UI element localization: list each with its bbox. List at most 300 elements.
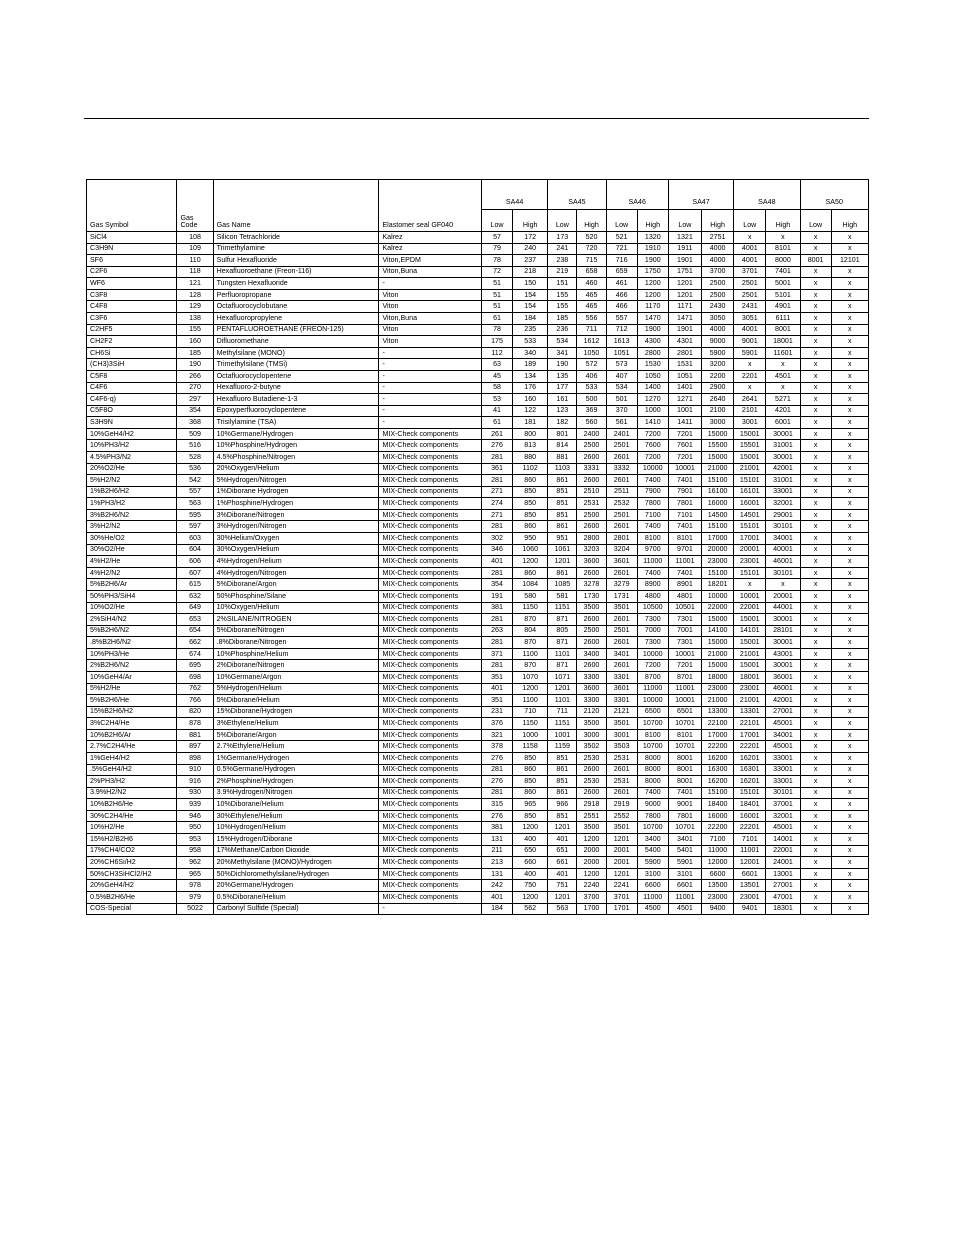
cell-elastomer: MIX-Check components: [379, 822, 482, 834]
cell-gas-symbol: 10%O2/He: [87, 602, 177, 614]
cell-flow-value: 381: [481, 602, 512, 614]
cell-flow-value: 401: [481, 891, 512, 903]
cell-flow-value: 10001: [668, 695, 701, 707]
cell-flow-value: 659: [606, 266, 637, 278]
cell-flow-value: x: [831, 579, 868, 591]
cell-gas-code: 536: [177, 463, 213, 475]
cell-flow-value: x: [831, 810, 868, 822]
cell-flow-value: 3051: [734, 313, 766, 325]
table-row: [87, 741, 869, 753]
cell-elastomer: MIX-Check components: [379, 764, 482, 776]
cell-flow-value: x: [800, 891, 831, 903]
cell-flow-value: x: [800, 810, 831, 822]
cell-flow-value: x: [831, 614, 868, 626]
cell-flow-value: 1070: [513, 671, 548, 683]
cell-flow-value: 3700: [577, 891, 606, 903]
cell-flow-value: x: [831, 486, 868, 498]
cell-flow-value: 1201: [668, 278, 701, 290]
cell-flow-value: 57: [481, 232, 512, 244]
cell-flow-value: x: [831, 405, 868, 417]
cell-flow-value: 9000: [637, 799, 668, 811]
cell-flow-value: 40001: [766, 544, 800, 556]
cell-flow-value: 30001: [766, 614, 800, 626]
cell-flow-value: x: [766, 382, 800, 394]
cell-flow-value: 315: [481, 799, 512, 811]
cell-flow-value: x: [831, 289, 868, 301]
cell-gas-name: 10%Hydrogen/Helium: [213, 822, 379, 834]
cell-gas-symbol: C5F8O: [87, 405, 177, 417]
table-row: [87, 533, 869, 545]
cell-flow-value: 11001: [668, 891, 701, 903]
cell-gas-name: 5%Diborane/Nitrogen: [213, 625, 379, 637]
cell-flow-value: 7200: [637, 660, 668, 672]
cell-flow-value: 15001: [734, 660, 766, 672]
cell-flow-value: x: [734, 359, 766, 371]
cell-flow-value: 15101: [734, 567, 766, 579]
cell-flow-value: x: [800, 498, 831, 510]
cell-flow-value: 1084: [513, 579, 548, 591]
cell-flow-value: 1200: [637, 278, 668, 290]
cell-flow-value: x: [800, 266, 831, 278]
cell-flow-value: 1201: [668, 289, 701, 301]
cell-flow-value: 11001: [668, 556, 701, 568]
cell-flow-value: x: [800, 451, 831, 463]
cell-flow-value: 8000: [766, 255, 800, 267]
cell-flow-value: 1150: [513, 718, 548, 730]
cell-gas-code: 528: [177, 451, 213, 463]
cell-flow-value: x: [800, 660, 831, 672]
cell-flow-value: 2600: [577, 787, 606, 799]
cell-flow-value: 8100: [637, 729, 668, 741]
cell-gas-code: 604: [177, 544, 213, 556]
cell-flow-value: 1901: [668, 324, 701, 336]
cell-gas-name: 5%Diborane/Argon: [213, 729, 379, 741]
cell-flow-value: 4001: [734, 255, 766, 267]
cell-flow-value: 1201: [606, 868, 637, 880]
cell-flow-value: x: [800, 324, 831, 336]
table-row: [87, 799, 869, 811]
cell-flow-value: 78: [481, 324, 512, 336]
cell-flow-value: x: [831, 753, 868, 765]
cell-flow-value: 28101: [766, 625, 800, 637]
cell-flow-value: 1158: [513, 741, 548, 753]
cell-flow-value: 15000: [702, 660, 734, 672]
cell-flow-value: 1102: [513, 463, 548, 475]
cell-flow-value: 2601: [606, 660, 637, 672]
cell-gas-symbol: C4F6: [87, 382, 177, 394]
cell-gas-code: 910: [177, 764, 213, 776]
cell-flow-value: x: [800, 278, 831, 290]
cell-gas-code: 649: [177, 602, 213, 614]
cell-flow-value: 9001: [734, 336, 766, 348]
cell-flow-value: x: [831, 544, 868, 556]
cell-flow-value: x: [831, 764, 868, 776]
cell-elastomer: Kalrez: [379, 243, 482, 255]
cell-flow-value: x: [800, 764, 831, 776]
cell-flow-value: 1201: [606, 834, 637, 846]
cell-flow-value: 1101: [548, 695, 577, 707]
cell-flow-value: 135: [548, 370, 577, 382]
cell-flow-value: 2500: [702, 289, 734, 301]
cell-flow-value: 17001: [734, 533, 766, 545]
cell-flow-value: 1911: [668, 243, 701, 255]
cell-elastomer: Viton: [379, 324, 482, 336]
cell-flow-value: 237: [513, 255, 548, 267]
table-row: [87, 289, 869, 301]
table-row: [87, 556, 869, 568]
cell-flow-value: 8101: [668, 533, 701, 545]
cell-gas-name: Perfluoropropane: [213, 289, 379, 301]
cell-flow-value: 2900: [702, 382, 734, 394]
cell-flow-value: 30101: [766, 787, 800, 799]
cell-flow-value: 2600: [577, 660, 606, 672]
cell-flow-value: 30101: [766, 567, 800, 579]
cell-elastomer: MIX-Check components: [379, 741, 482, 753]
cell-flow-value: 406: [577, 370, 606, 382]
cell-gas-name: 4%Hydrogen/Nitrogen: [213, 567, 379, 579]
cell-flow-value: 2601: [606, 764, 637, 776]
cell-elastomer: MIX-Check components: [379, 753, 482, 765]
cell-flow-value: x: [831, 382, 868, 394]
table-row: [87, 637, 869, 649]
cell-gas-symbol: 30%He/O2: [87, 533, 177, 545]
cell-flow-value: x: [831, 660, 868, 672]
cell-gas-symbol: 3%H2/N2: [87, 521, 177, 533]
cell-flow-value: 1730: [577, 590, 606, 602]
cell-gas-symbol: 0.5%B2H6/He: [87, 891, 177, 903]
cell-flow-value: 9701: [668, 544, 701, 556]
cell-flow-value: 534: [548, 336, 577, 348]
cell-gas-symbol: 4%H2/He: [87, 556, 177, 568]
cell-gas-code: 979: [177, 891, 213, 903]
cell-flow-value: 1170: [637, 301, 668, 313]
cell-flow-value: 2600: [577, 764, 606, 776]
table-row: [87, 475, 869, 487]
cell-gas-code: 695: [177, 660, 213, 672]
cell-flow-value: 2501: [606, 509, 637, 521]
cell-flow-value: 11000: [637, 683, 668, 695]
header-low: Low: [606, 210, 637, 232]
cell-flow-value: 7101: [668, 509, 701, 521]
cell-elastomer: -: [379, 405, 482, 417]
cell-flow-value: 29001: [766, 509, 800, 521]
cell-flow-value: 7100: [702, 834, 734, 846]
cell-elastomer: MIX-Check components: [379, 567, 482, 579]
cell-flow-value: x: [831, 567, 868, 579]
cell-gas-code: 939: [177, 799, 213, 811]
cell-flow-value: x: [800, 753, 831, 765]
cell-flow-value: 14101: [734, 625, 766, 637]
cell-flow-value: 13300: [702, 706, 734, 718]
cell-flow-value: 1901: [668, 255, 701, 267]
table-header: [87, 180, 869, 232]
cell-flow-value: 557: [606, 313, 637, 325]
cell-flow-value: 23000: [702, 891, 734, 903]
cell-elastomer: MIX-Check components: [379, 787, 482, 799]
table-row: [87, 266, 869, 278]
cell-gas-code: 674: [177, 648, 213, 660]
cell-gas-symbol: WF6: [87, 278, 177, 290]
cell-flow-value: 2531: [606, 776, 637, 788]
cell-flow-value: x: [800, 579, 831, 591]
cell-flow-value: 860: [513, 521, 548, 533]
cell-flow-value: 346: [481, 544, 512, 556]
cell-flow-value: 3503: [606, 741, 637, 753]
cell-flow-value: 15101: [734, 787, 766, 799]
cell-flow-value: 1410: [637, 417, 668, 429]
cell-flow-value: 4000: [702, 324, 734, 336]
cell-flow-value: 21000: [702, 463, 734, 475]
cell-flow-value: x: [800, 463, 831, 475]
cell-gas-name: Hexafluoroethane (Freon-116): [213, 266, 379, 278]
table-row: [87, 567, 869, 579]
cell-flow-value: 5900: [637, 857, 668, 869]
cell-gas-code: 190: [177, 359, 213, 371]
cell-flow-value: 177: [548, 382, 577, 394]
cell-flow-value: 281: [481, 475, 512, 487]
cell-flow-value: 2531: [577, 498, 606, 510]
cell-flow-value: 8901: [668, 579, 701, 591]
cell-gas-code: 597: [177, 521, 213, 533]
cell-flow-value: 3700: [702, 266, 734, 278]
table-row: [87, 880, 869, 892]
cell-flow-value: 53: [481, 394, 512, 406]
header-low: Low: [548, 210, 577, 232]
cell-flow-value: 466: [606, 289, 637, 301]
cell-flow-value: 42001: [766, 463, 800, 475]
cell-flow-value: x: [831, 741, 868, 753]
cell-gas-symbol: 2%B2H6/N2: [87, 660, 177, 672]
cell-flow-value: 32001: [766, 498, 800, 510]
cell-flow-value: x: [831, 370, 868, 382]
cell-flow-value: 281: [481, 764, 512, 776]
cell-flow-value: 966: [548, 799, 577, 811]
cell-flow-value: x: [831, 359, 868, 371]
cell-flow-value: x: [800, 602, 831, 614]
cell-flow-value: 131: [481, 868, 512, 880]
cell-flow-value: 1060: [513, 544, 548, 556]
cell-elastomer: MIX-Check components: [379, 602, 482, 614]
cell-flow-value: 800: [513, 428, 548, 440]
cell-flow-value: 861: [548, 475, 577, 487]
cell-flow-value: 2430: [702, 301, 734, 313]
cell-flow-value: 851: [548, 810, 577, 822]
cell-elastomer: MIX-Check components: [379, 799, 482, 811]
cell-flow-value: 1320: [637, 232, 668, 244]
cell-flow-value: 20001: [766, 590, 800, 602]
cell-flow-value: 8101: [766, 243, 800, 255]
cell-flow-value: x: [800, 880, 831, 892]
cell-flow-value: 8000: [637, 776, 668, 788]
cell-gas-symbol: 5%H2/N2: [87, 475, 177, 487]
cell-flow-value: 7000: [637, 625, 668, 637]
cell-flow-value: 1200: [637, 289, 668, 301]
cell-flow-value: x: [800, 729, 831, 741]
cell-flow-value: 2800: [577, 533, 606, 545]
cell-elastomer: MIX-Check components: [379, 440, 482, 452]
cell-flow-value: 7400: [637, 787, 668, 799]
cell-flow-value: 15100: [702, 521, 734, 533]
table-row: [87, 579, 869, 591]
cell-flow-value: 22101: [734, 718, 766, 730]
cell-flow-value: 4000: [702, 255, 734, 267]
cell-elastomer: MIX-Check components: [379, 556, 482, 568]
cell-flow-value: 276: [481, 753, 512, 765]
cell-flow-value: 8001: [766, 324, 800, 336]
cell-flow-value: x: [766, 359, 800, 371]
cell-flow-value: x: [831, 868, 868, 880]
cell-gas-code: 563: [177, 498, 213, 510]
cell-flow-value: x: [800, 671, 831, 683]
cell-flow-value: 15001: [734, 451, 766, 463]
cell-flow-value: 8001: [668, 753, 701, 765]
cell-flow-value: x: [831, 648, 868, 660]
cell-gas-symbol: 50%CH3SiHCl2/H2: [87, 868, 177, 880]
header-model-sa48: SA48: [734, 180, 800, 210]
table-row: [87, 753, 869, 765]
cell-flow-value: x: [800, 567, 831, 579]
cell-elastomer: Viton: [379, 301, 482, 313]
cell-gas-symbol: 15%B2H6/H2: [87, 706, 177, 718]
cell-flow-value: 465: [577, 289, 606, 301]
cell-flow-value: 460: [577, 278, 606, 290]
cell-flow-value: 78: [481, 255, 512, 267]
cell-flow-value: 1151: [548, 718, 577, 730]
cell-flow-value: 7401: [668, 787, 701, 799]
header-gas-code-line2: Code: [180, 220, 198, 229]
cell-gas-code: 516: [177, 440, 213, 452]
cell-flow-value: 580: [513, 590, 548, 602]
cell-flow-value: 276: [481, 440, 512, 452]
table-row: [87, 891, 869, 903]
cell-flow-value: 6601: [668, 880, 701, 892]
cell-flow-value: x: [831, 498, 868, 510]
cell-flow-value: 61: [481, 313, 512, 325]
cell-flow-value: x: [831, 822, 868, 834]
cell-flow-value: 172: [513, 232, 548, 244]
top-rule: [84, 118, 869, 119]
cell-gas-symbol: 1%GeH4/H2: [87, 753, 177, 765]
cell-flow-value: 1051: [668, 370, 701, 382]
cell-flow-value: 281: [481, 521, 512, 533]
cell-flow-value: 871: [548, 614, 577, 626]
table-row: [87, 764, 869, 776]
cell-gas-name: 2%SILANE/NITROGEN: [213, 614, 379, 626]
cell-flow-value: x: [831, 301, 868, 313]
cell-flow-value: 1151: [548, 602, 577, 614]
cell-gas-name: 3%Hydrogen/Nitrogen: [213, 521, 379, 533]
cell-flow-value: 10500: [637, 602, 668, 614]
cell-flow-value: 281: [481, 451, 512, 463]
cell-gas-name: 5%Hydrogen/Helium: [213, 683, 379, 695]
cell-flow-value: 351: [481, 671, 512, 683]
cell-gas-code: 953: [177, 834, 213, 846]
cell-flow-value: 4301: [668, 336, 701, 348]
table-row: [87, 359, 869, 371]
cell-flow-value: x: [800, 903, 831, 915]
cell-gas-symbol: C2F6: [87, 266, 177, 278]
table-row: [87, 440, 869, 452]
cell-elastomer: Viton: [379, 289, 482, 301]
cell-flow-value: x: [800, 428, 831, 440]
cell-gas-symbol: 5%B2H6/N2: [87, 625, 177, 637]
cell-flow-value: 2751: [702, 232, 734, 244]
cell-flow-value: 2100: [702, 405, 734, 417]
table-row: [87, 729, 869, 741]
cell-flow-value: 7800: [637, 810, 668, 822]
cell-gas-code: 820: [177, 706, 213, 718]
cell-flow-value: 2101: [734, 405, 766, 417]
table-row: [87, 428, 869, 440]
cell-gas-name: 0.5%Germane/Hydrogen: [213, 764, 379, 776]
cell-gas-code: 118: [177, 266, 213, 278]
cell-elastomer: MIX-Check components: [379, 498, 482, 510]
cell-flow-value: 8700: [637, 671, 668, 683]
cell-flow-value: 340: [513, 347, 548, 359]
cell-flow-value: 321: [481, 729, 512, 741]
cell-elastomer: MIX-Check components: [379, 729, 482, 741]
cell-flow-value: 281: [481, 660, 512, 672]
cell-gas-symbol: 50%PH3/SiH4: [87, 590, 177, 602]
cell-flow-value: x: [800, 405, 831, 417]
cell-flow-value: 45001: [766, 718, 800, 730]
cell-flow-value: 37001: [766, 799, 800, 811]
cell-flow-value: 7300: [637, 614, 668, 626]
header-high: High: [577, 210, 606, 232]
cell-flow-value: 13500: [702, 880, 734, 892]
cell-flow-value: 21001: [734, 695, 766, 707]
cell-flow-value: 6601: [734, 868, 766, 880]
cell-elastomer: MIX-Check components: [379, 509, 482, 521]
cell-flow-value: 804: [513, 625, 548, 637]
cell-gas-symbol: 5%H2/He: [87, 683, 177, 695]
cell-elastomer: MIX-Check components: [379, 521, 482, 533]
cell-elastomer: MIX-Check components: [379, 544, 482, 556]
cell-flow-value: 3502: [577, 741, 606, 753]
cell-flow-value: 123: [548, 405, 577, 417]
cell-flow-value: 4300: [637, 336, 668, 348]
cell-gas-symbol: C2HF5: [87, 324, 177, 336]
header-gas-name: Gas Name: [213, 180, 379, 232]
cell-flow-value: 16201: [734, 753, 766, 765]
cell-flow-value: 13501: [734, 880, 766, 892]
cell-flow-value: 1001: [668, 405, 701, 417]
cell-flow-value: 1900: [637, 255, 668, 267]
cell-gas-code: 266: [177, 370, 213, 382]
cell-flow-value: 3300: [577, 671, 606, 683]
table-row: [87, 336, 869, 348]
cell-gas-code: 129: [177, 301, 213, 313]
table-row: [87, 498, 869, 510]
cell-gas-name: Trimethylamine: [213, 243, 379, 255]
table-row: [87, 602, 869, 614]
cell-gas-name: Hexafluoro-2-butyne: [213, 382, 379, 394]
cell-flow-value: 6501: [668, 706, 701, 718]
cell-flow-value: 11001: [734, 845, 766, 857]
cell-flow-value: 219: [548, 266, 577, 278]
cell-flow-value: 533: [577, 382, 606, 394]
cell-flow-value: 16000: [702, 810, 734, 822]
cell-flow-value: 1531: [668, 359, 701, 371]
cell-elastomer: MIX-Check components: [379, 648, 482, 660]
cell-flow-value: 2800: [637, 347, 668, 359]
cell-flow-value: x: [800, 683, 831, 695]
cell-gas-name: 3.9%Hydrogen/Nitrogen: [213, 787, 379, 799]
cell-flow-value: 31001: [766, 440, 800, 452]
cell-flow-value: 711: [548, 706, 577, 718]
cell-flow-value: 860: [513, 787, 548, 799]
cell-flow-value: 1050: [637, 370, 668, 382]
